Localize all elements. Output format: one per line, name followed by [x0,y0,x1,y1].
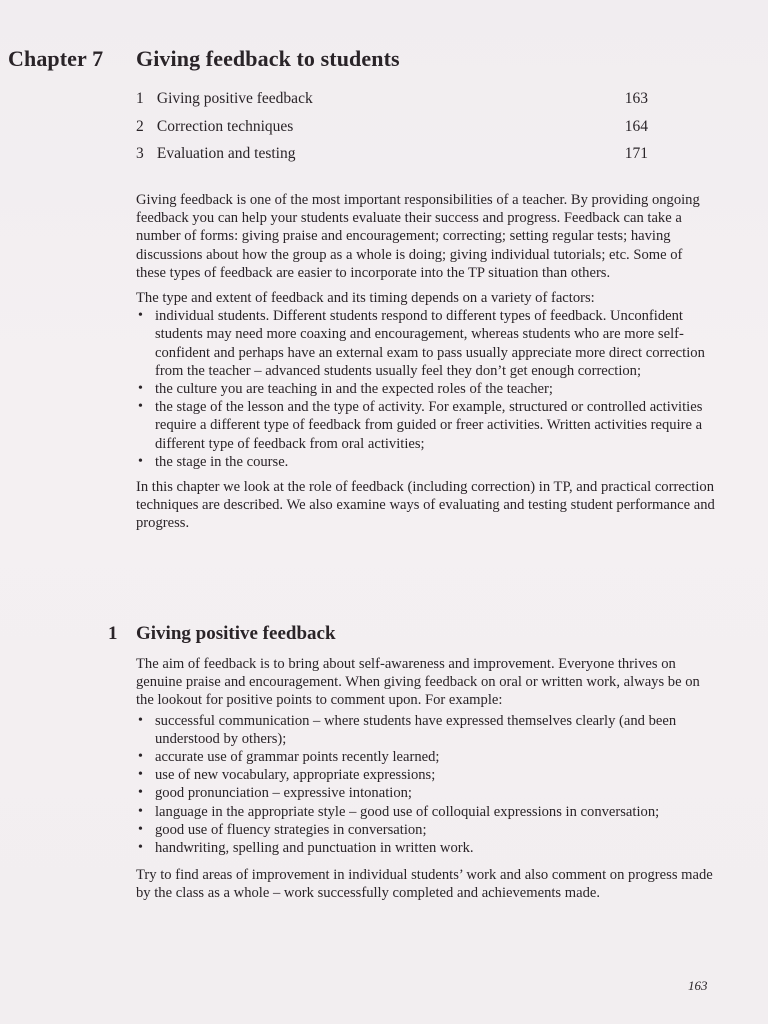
list-item: • good use of fluency strategies in conversation; [136,821,716,839]
toc-entry [136,88,648,116]
chapter-label: Chapter 7 [8,46,104,71]
factors-list [136,307,716,471]
intro-paragraph: The type and extent of feedback and its timing depends on a variety of factors: [136,290,595,307]
toc-entry-title: Evaluation and testing [156,145,296,162]
positive-points-list [136,712,716,858]
toc-entry-number: 3 [136,145,144,162]
list-item: • good pronunciation – expressive intonation; [136,784,716,802]
list-item: • language in the appropriate style – good use of colloquial expressions in conversation; [136,803,716,821]
chapter-contents [136,88,648,171]
list-item: • the stage of the lesson and the type of activity. For example, structured or controlled activities require a different type of feedback from guided or freer activities. Written activities require a different type of feedback from oral activities; [136,398,716,453]
toc-entry [136,116,648,144]
toc-entry-number: 2 [136,117,144,135]
toc-entry-page: 164 [624,117,648,135]
intro-body [136,191,716,533]
section-paragraph: Try to find areas of improvement in individual students’ work and also comment on progress made by the class as a whole – work successfully completed and achievements made. [136,867,713,902]
list-item: • the culture you are teaching in and the expected roles of the teacher; [136,380,716,398]
toc-entry-title: Correction techniques [156,117,294,135]
list-item: • use of new vocabulary, appropriate expressions; [136,766,716,784]
toc-entry-number: 1 [136,90,144,107]
chapter-heading [8,46,400,72]
section-body [136,655,716,903]
list-item: • successful communication – where students have expressed themselves clearly (and been understood by others); [136,712,716,748]
list-item: • individual students. Different students respond to different types of feedback. Unconfident students may need more coaxing and encouragement, whereas students who are more self-confident and perhaps have an external exam to pass usually appreciate more direct correction from the teacher – advanced students usually feel they don’t get enough correction; [136,307,716,380]
section-heading [108,623,336,645]
section-paragraph: The aim of feedback is to bring about self-awareness and improvement. Everyone thrives on genuine praise and encouragement. When giving feedback on oral or written work, always be on the lookout for positive points to comment upon. For example: [136,656,700,709]
list-item: • the stage in the course. [136,453,716,471]
page-number: 163 [688,978,708,993]
toc-entry-page: 163 [624,90,648,107]
intro-paragraph: Giving feedback is one of the most important responsibilities of a teacher. By providing ongoing feedback you can help your students evaluate their success and progress. Feedback can take a number of forms: giving praise and encouragement; correcting; setting regular tests; having discussions about how the group as a whole is doing; giving individual tutorials; etc. Some of these types of feedback are easier to incorporate into the TP situation than others. [136,192,700,281]
toc-entry-title: Giving positive feedback [156,90,313,107]
section-title: Giving positive feedback [136,623,336,644]
list-item: • handwriting, spelling and punctuation in written work. [136,839,716,857]
toc-entry-page: 171 [624,145,648,162]
toc-entry [136,143,648,171]
section-number: 1 [108,623,118,644]
intro-paragraph: In this chapter we look at the role of feedback (including correction) in TP, and practical correction techniques are described. We also examine ways of evaluating and testing student performance and progress. [136,479,715,532]
chapter-title: Giving feedback to students [136,46,400,71]
list-item: • accurate use of grammar points recently learned; [136,748,716,766]
